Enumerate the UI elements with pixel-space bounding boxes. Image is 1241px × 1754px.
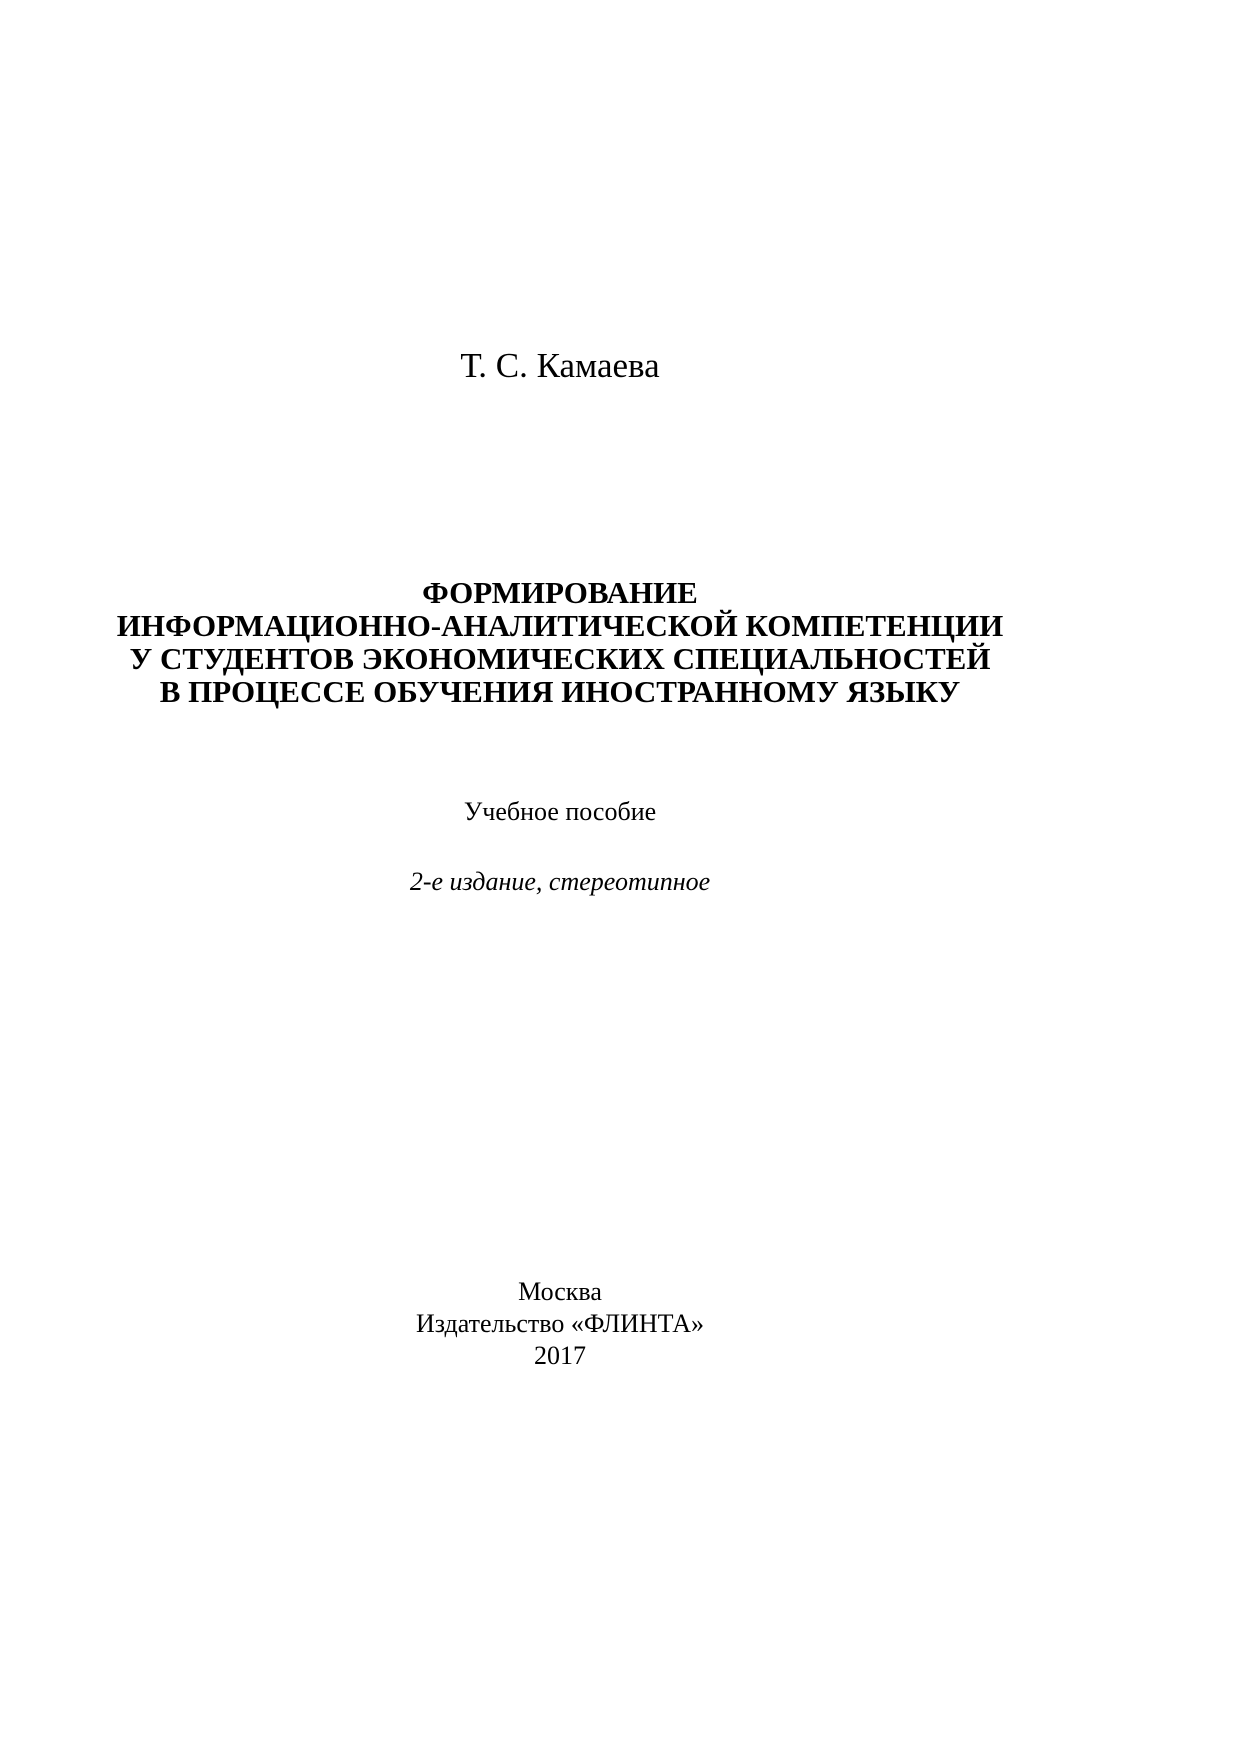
title-line: В ПРОЦЕССЕ ОБУЧЕНИЯ ИНОСТРАННОМУ ЯЗЫКУ — [159, 674, 961, 709]
book-type: Учебное пособие — [463, 797, 657, 826]
imprint-publisher: Издательство «ФЛИНТА» — [415, 1309, 705, 1338]
book-title — [0, 576, 1120, 708]
title-line: ИНФОРМАЦИОННО-АНАЛИТИЧЕСКОЙ КОМПЕТЕНЦИИ — [116, 608, 1004, 643]
author-name: Т. С. Камаева — [460, 346, 660, 385]
title-line: У СТУДЕНТОВ ЭКОНОМИЧЕСКИХ СПЕЦИАЛЬНОСТЕЙ — [129, 641, 991, 676]
edition-note: 2-е издание, стереотипное — [409, 867, 711, 896]
imprint — [0, 1276, 1120, 1372]
title-line: ФОРМИРОВАНИЕ — [422, 575, 698, 610]
imprint-year: 2017 — [534, 1341, 586, 1370]
imprint-city: Москва — [518, 1277, 602, 1306]
